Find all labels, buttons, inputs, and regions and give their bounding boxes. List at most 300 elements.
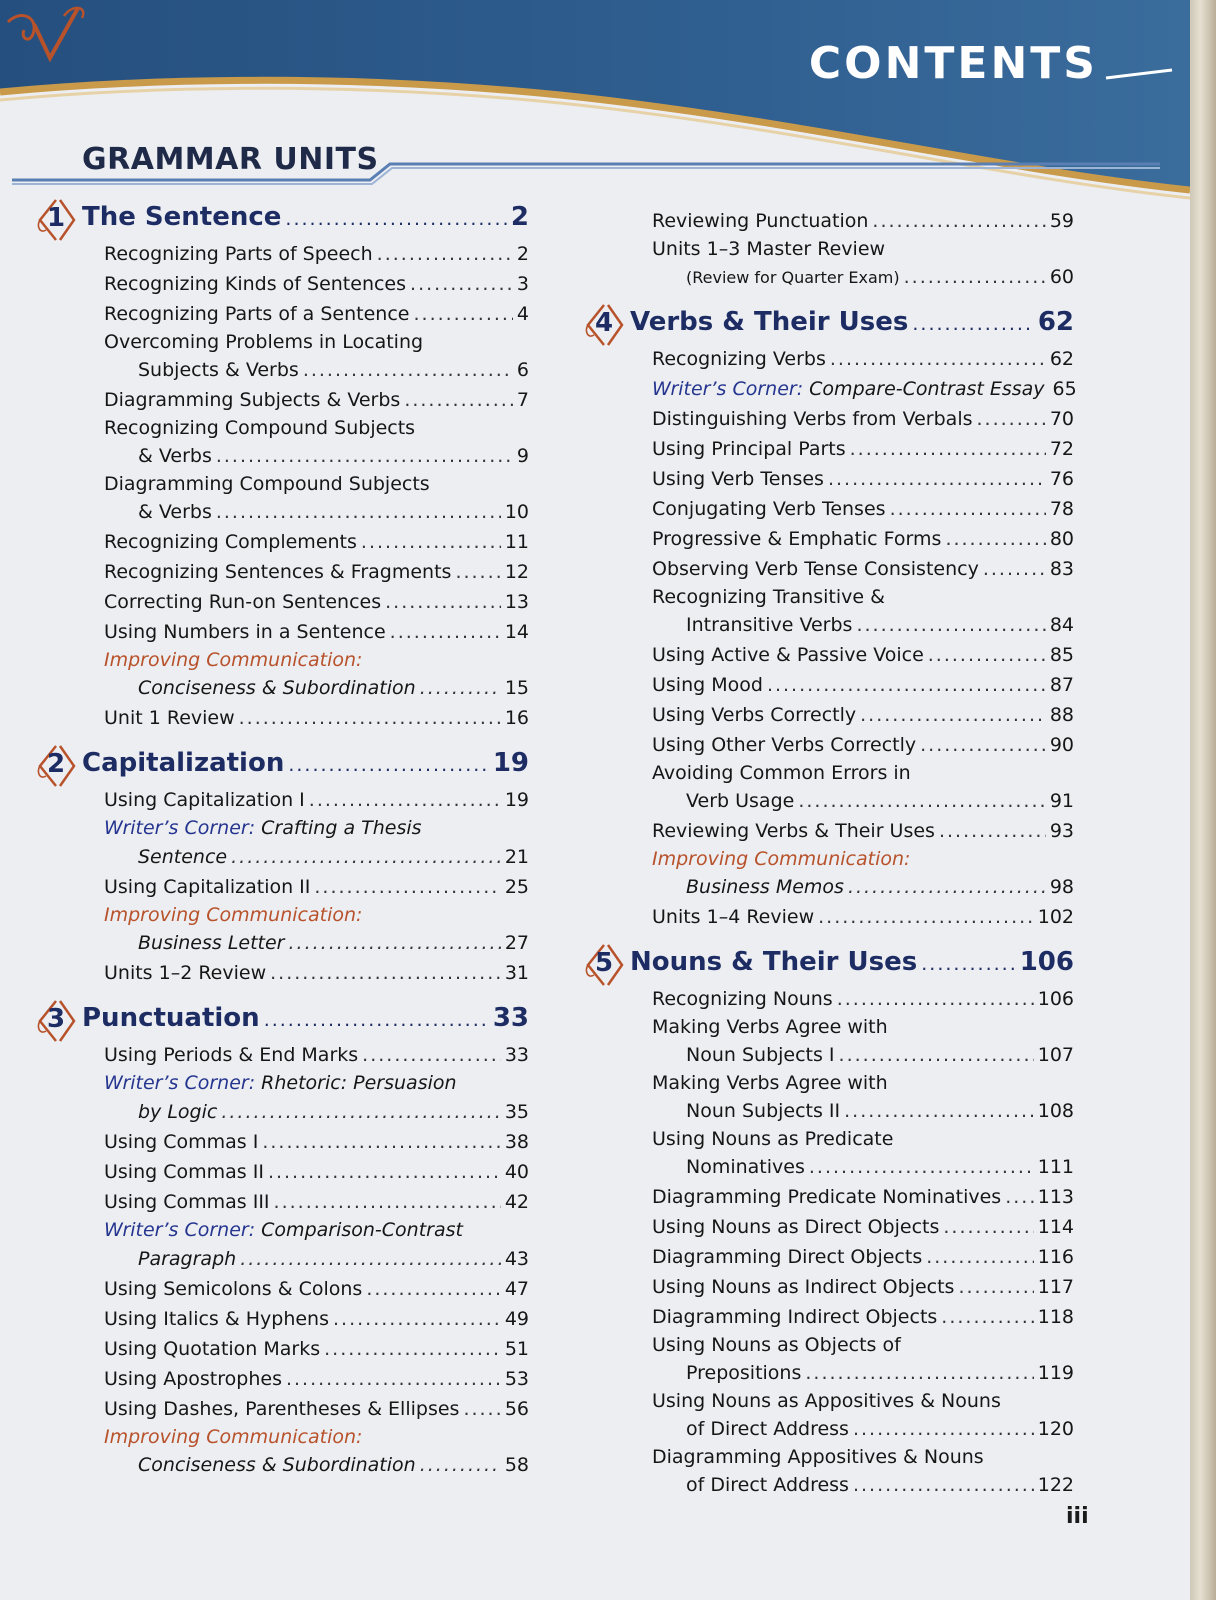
- writers-corner-label: Writer’s Corner:: [104, 1072, 256, 1094]
- entry-page: 83: [1049, 558, 1074, 580]
- entry-page: 88: [1049, 704, 1074, 726]
- entry-page: 85: [1049, 644, 1074, 666]
- entry-page: 90: [1049, 734, 1074, 756]
- entry-page: 6: [516, 359, 529, 381]
- entry-title: Diagramming Indirect Objects: [652, 1306, 938, 1328]
- entry-title: Diagramming Predicate Nominatives: [652, 1186, 1002, 1208]
- entry-page: 19: [504, 789, 529, 811]
- toc-entry[interactable]: [652, 468, 1074, 490]
- toc-entry[interactable]: [104, 1308, 529, 1330]
- entry-page: 40: [504, 1161, 529, 1183]
- toc-entry[interactable]: [104, 1161, 529, 1183]
- dot-leader: [262, 1131, 500, 1153]
- entry-title: Using Italics & Hyphens: [104, 1308, 329, 1330]
- entry-page: 116: [1037, 1246, 1074, 1268]
- toc-entry[interactable]: [652, 988, 1074, 1010]
- dot-leader: [286, 1368, 501, 1390]
- entry-title: Recognizing Kinds of Sentences: [104, 273, 407, 295]
- dot-leader: [221, 1101, 500, 1123]
- entry-page: 4: [516, 303, 529, 325]
- entry-page: 108: [1037, 1100, 1074, 1122]
- toc-entry[interactable]: [138, 501, 529, 523]
- grammar-swash-logo: [0, 0, 90, 70]
- entry-title: Using Commas II: [104, 1161, 264, 1183]
- dot-leader: [303, 359, 513, 381]
- dot-leader: [410, 273, 513, 295]
- entry-title: Units 1–4 Review: [652, 906, 815, 928]
- entry-page: 114: [1037, 1216, 1074, 1238]
- dot-leader: [890, 498, 1046, 520]
- entry-title: Crafting a Thesis: [255, 817, 422, 839]
- dot-leader: [413, 303, 512, 325]
- entry-title-cont: Paragraph: [138, 1248, 237, 1270]
- dot-leader: [239, 707, 501, 729]
- toc-entry[interactable]: [104, 789, 529, 811]
- dot-leader: [920, 734, 1046, 756]
- writers-corner-line: [104, 1221, 463, 1240]
- toc-entry[interactable]: [104, 876, 529, 898]
- entry-page: 72: [1049, 438, 1074, 460]
- unit-title-row[interactable]: [630, 307, 1074, 337]
- unit-title-row[interactable]: [82, 748, 529, 778]
- toc-entry[interactable]: [104, 531, 529, 553]
- entry-page: 42: [504, 1191, 529, 1213]
- dot-leader: [853, 1474, 1034, 1496]
- toc-entry[interactable]: [104, 1278, 529, 1300]
- entry-title-cont: Nominatives: [686, 1156, 805, 1178]
- toc-entry[interactable]: [104, 1131, 529, 1153]
- dot-leader: [404, 389, 513, 411]
- dot-leader: [839, 1044, 1034, 1066]
- entry-title: Using Numbers in a Sentence: [104, 621, 386, 643]
- dot-leader: [837, 988, 1034, 1010]
- entry-title: Using Nouns as Direct Objects: [652, 1216, 940, 1238]
- toc-entry[interactable]: [652, 1306, 1074, 1328]
- unit-page: 106: [1019, 947, 1074, 977]
- toc-entry[interactable]: [686, 1362, 1074, 1384]
- writers-corner-line: [104, 819, 422, 838]
- unit-number-badge: [34, 744, 78, 788]
- dot-leader: [767, 674, 1046, 696]
- entry-title: Units 1–3 Master Review: [652, 238, 886, 260]
- page-number: iii: [1066, 1504, 1089, 1529]
- entry-page: 70: [1049, 408, 1074, 430]
- entry-title-cont: of Direct Address: [686, 1418, 849, 1440]
- entry-title: Diagramming Compound Subjects: [104, 473, 430, 495]
- dot-leader: [983, 558, 1046, 580]
- entry-page: 65: [1052, 378, 1077, 400]
- toc-entry[interactable]: [652, 528, 1074, 550]
- entry-title-cont: Noun Subjects I: [686, 1044, 835, 1066]
- entry-page: 16: [504, 707, 529, 729]
- entry-page: 102: [1037, 906, 1074, 928]
- dot-leader: [463, 1398, 500, 1420]
- header-banner: [0, 0, 1190, 200]
- entry-title: Correcting Run-on Sentences: [104, 591, 382, 613]
- entry-page: 93: [1049, 820, 1074, 842]
- toc-entry[interactable]: [652, 1216, 1074, 1238]
- dot-leader: [366, 1278, 501, 1300]
- dot-leader: [231, 846, 501, 868]
- entry-page: 119: [1037, 1362, 1074, 1384]
- entry-page: 111: [1037, 1156, 1074, 1178]
- toc-entry[interactable]: [652, 408, 1074, 430]
- dot-leader: [288, 754, 488, 776]
- unit-title: Nouns & Their Uses: [630, 947, 918, 977]
- section-title: GRAMMAR UNITS: [82, 142, 379, 177]
- entry-title: Using Dashes, Parentheses & Ellipses: [104, 1398, 460, 1420]
- toc-entry[interactable]: [104, 1398, 529, 1420]
- entry-title: Diagramming Direct Objects: [652, 1246, 923, 1268]
- unit-page: 19: [492, 748, 529, 778]
- dot-leader: [850, 438, 1046, 460]
- toc-entry[interactable]: [104, 273, 529, 295]
- entry-page: 49: [504, 1308, 529, 1330]
- toc-entry[interactable]: [104, 962, 529, 984]
- unit-page: 2: [510, 202, 529, 232]
- entry-title-cont: Noun Subjects II: [686, 1100, 841, 1122]
- unit-title-row[interactable]: [630, 947, 1074, 977]
- toc-entry[interactable]: [686, 790, 1074, 812]
- toc-entry[interactable]: [652, 378, 1077, 400]
- entry-page: 98: [1049, 876, 1074, 898]
- entry-title: Recognizing Transitive &: [652, 586, 885, 608]
- entry-title: Compare-Contrast Essay: [803, 378, 1045, 400]
- entry-title: Reviewing Verbs & Their Uses: [652, 820, 935, 842]
- dot-leader: [945, 528, 1045, 550]
- toc-entry[interactable]: [652, 644, 1074, 666]
- toc-entry[interactable]: [138, 1248, 529, 1270]
- dot-leader: [268, 1161, 501, 1183]
- entry-page: 15: [504, 677, 529, 699]
- entry-page: 122: [1037, 1474, 1074, 1496]
- writers-corner-line: [104, 1074, 457, 1093]
- unit-page: 62: [1037, 307, 1074, 337]
- toc-entry[interactable]: [652, 1186, 1074, 1208]
- dot-leader: [216, 501, 501, 523]
- entry-title: Using Other Verbs Correctly: [652, 734, 917, 756]
- dot-leader: [828, 468, 1046, 490]
- entry-title: Recognizing Parts of a Sentence: [104, 303, 410, 325]
- toc-entry[interactable]: [104, 1338, 529, 1360]
- unit-title: Punctuation: [82, 1003, 260, 1033]
- dot-leader: [314, 876, 500, 898]
- toc-entry[interactable]: [652, 734, 1074, 756]
- toc-entry[interactable]: [686, 1156, 1074, 1178]
- dot-leader: [805, 1362, 1033, 1384]
- unit-title: Verbs & Their Uses: [630, 307, 909, 337]
- entry-page: 10: [504, 501, 529, 523]
- writers-corner-label: Writer’s Corner:: [104, 1219, 256, 1241]
- toc-entry[interactable]: [686, 1474, 1074, 1496]
- entry-title-cont: & Verbs: [138, 501, 212, 523]
- toc-entry[interactable]: [686, 266, 1074, 288]
- entry-page: 59: [1049, 210, 1074, 232]
- dot-leader: [309, 789, 501, 811]
- entry-page: 113: [1037, 1186, 1074, 1208]
- dot-leader: [420, 677, 501, 699]
- entry-title-cont: Prepositions: [686, 1362, 802, 1384]
- unit-number: 3: [46, 1004, 66, 1034]
- toc-entry[interactable]: [138, 1454, 529, 1476]
- entry-title: Recognizing Sentences & Fragments: [104, 561, 452, 583]
- page-edge: [1190, 0, 1216, 1600]
- toc-entry[interactable]: [686, 876, 1074, 898]
- toc-entry[interactable]: [686, 1044, 1074, 1066]
- entry-title: Observing Verb Tense Consistency: [652, 558, 979, 580]
- entry-page: 56: [504, 1398, 529, 1420]
- dot-leader: [860, 704, 1046, 726]
- dot-leader: [324, 1338, 501, 1360]
- entry-title: Using Mood: [652, 674, 763, 696]
- toc-entry[interactable]: [652, 906, 1074, 928]
- unit-title-row[interactable]: [82, 1003, 529, 1033]
- entry-page: 11: [504, 531, 529, 553]
- entry-title: Using Active & Passive Voice: [652, 644, 924, 666]
- toc-entry[interactable]: [138, 846, 529, 868]
- unit-number: 1: [46, 203, 66, 233]
- toc-entry[interactable]: [652, 820, 1074, 842]
- dot-leader: [939, 820, 1046, 842]
- toc-entry[interactable]: [652, 348, 1074, 370]
- dot-leader: [830, 348, 1046, 370]
- dot-leader: [798, 790, 1045, 812]
- writers-corner-label: Writer’s Corner:: [104, 817, 256, 839]
- toc-entry[interactable]: [104, 621, 529, 643]
- entry-title: Distinguishing Verbs from Verbals: [652, 408, 973, 430]
- toc-entry[interactable]: [686, 1418, 1074, 1440]
- entry-title-cont: Verb Usage: [686, 790, 795, 812]
- dot-leader: [926, 1246, 1034, 1268]
- entry-page: 120: [1037, 1418, 1074, 1440]
- dot-leader: [928, 644, 1046, 666]
- entry-page: 25: [504, 876, 529, 898]
- entry-title: Recognizing Complements: [104, 531, 357, 553]
- unit-number-badge: [582, 303, 626, 347]
- entry-title: Overcoming Problems in Locating: [104, 331, 424, 353]
- entry-title: Conciseness & Subordination: [138, 1454, 416, 1476]
- entry-page: 12: [504, 561, 529, 583]
- dot-leader: [1005, 1186, 1034, 1208]
- unit-number: 4: [594, 308, 614, 338]
- entry-title: Using Capitalization II: [104, 876, 311, 898]
- toc-entry[interactable]: [104, 243, 529, 265]
- improving-communication-label: Improving Communication:: [104, 1426, 363, 1448]
- dot-leader: [361, 531, 501, 553]
- entry-page: 2: [516, 243, 529, 265]
- entry-title-cont: & Verbs: [138, 445, 212, 467]
- toc-entry[interactable]: [104, 591, 529, 613]
- entry-title: Recognizing Verbs: [652, 348, 826, 370]
- writers-corner-label: Writer’s Corner:: [652, 378, 804, 400]
- entry-title: Using Verb Tenses: [652, 468, 824, 490]
- entry-page: 58: [504, 1454, 529, 1476]
- entry-title: Using Nouns as Objects of: [652, 1334, 901, 1356]
- toc-entry[interactable]: [652, 558, 1074, 580]
- toc-entry[interactable]: [104, 389, 529, 411]
- unit-number-badge: [34, 999, 78, 1043]
- dot-leader: [921, 953, 1015, 975]
- entry-page: 38: [504, 1131, 529, 1153]
- toc-entry[interactable]: [686, 614, 1074, 636]
- entry-page: 78: [1049, 498, 1074, 520]
- entry-page: 13: [504, 591, 529, 613]
- toc-entry[interactable]: [104, 561, 529, 583]
- dot-leader: [420, 1454, 501, 1476]
- entry-title: Rhetoric: Persuasion: [255, 1072, 457, 1094]
- entry-title: Using Semicolons & Colons: [104, 1278, 363, 1300]
- dot-leader: [977, 408, 1046, 430]
- toc-entry[interactable]: [138, 932, 529, 954]
- entry-title: Conjugating Verb Tenses: [652, 498, 886, 520]
- unit-number: 2: [46, 749, 66, 779]
- entry-title: Using Quotation Marks: [104, 1338, 321, 1360]
- toc-entry[interactable]: [686, 1100, 1074, 1122]
- dot-leader: [362, 1044, 501, 1066]
- entry-page: 117: [1037, 1276, 1074, 1298]
- entry-page: 51: [504, 1338, 529, 1360]
- entry-title-cont: of Direct Address: [686, 1474, 849, 1496]
- entry-page: 62: [1049, 348, 1074, 370]
- entry-title: Comparison-Contrast: [255, 1219, 463, 1241]
- dot-leader: [385, 591, 501, 613]
- entry-page: 43: [504, 1248, 529, 1270]
- entry-title: Recognizing Parts of Speech: [104, 243, 373, 265]
- writers-corner-line: [652, 378, 1045, 400]
- entry-page: 80: [1049, 528, 1074, 550]
- toc-entry[interactable]: [652, 1246, 1074, 1268]
- entry-title: Using Commas III: [104, 1191, 270, 1213]
- dot-leader: [274, 1191, 501, 1213]
- dot-leader: [264, 1009, 489, 1031]
- entry-title: Diagramming Subjects & Verbs: [104, 389, 401, 411]
- toc-entry[interactable]: [652, 438, 1074, 460]
- unit-number-badge: [582, 943, 626, 987]
- dot-leader: [958, 1276, 1033, 1298]
- entry-title: Avoiding Common Errors in: [652, 762, 911, 784]
- entry-page: 91: [1049, 790, 1074, 812]
- dot-leader: [943, 1216, 1033, 1238]
- toc-entry[interactable]: [652, 498, 1074, 520]
- entry-title: Conciseness & Subordination: [138, 677, 416, 699]
- improving-communication-label: Improving Communication:: [104, 649, 363, 671]
- dot-leader: [809, 1156, 1034, 1178]
- dot-leader: [270, 962, 501, 984]
- entry-title: Using Nouns as Predicate: [652, 1128, 894, 1150]
- entry-title: Using Apostrophes: [104, 1368, 282, 1390]
- entry-title: Business Letter: [138, 932, 285, 954]
- toc-entry[interactable]: [104, 707, 529, 729]
- dot-leader: [941, 1306, 1033, 1328]
- dot-leader: [390, 621, 501, 643]
- entry-title: Using Nouns as Appositives & Nouns: [652, 1390, 1001, 1412]
- entry-title: Using Principal Parts: [652, 438, 846, 460]
- toc-entry[interactable]: [104, 303, 529, 325]
- unit-page: 33: [492, 1003, 529, 1033]
- dot-leader: [844, 1100, 1034, 1122]
- dot-leader: [856, 614, 1045, 636]
- entry-title: Reviewing Punctuation: [652, 210, 869, 232]
- toc-entry[interactable]: [652, 704, 1074, 726]
- entry-title: Recognizing Compound Subjects: [104, 417, 416, 439]
- unit-title-row[interactable]: [82, 202, 529, 232]
- dot-leader: [216, 445, 513, 467]
- entry-page: 84: [1049, 614, 1074, 636]
- toc-entry[interactable]: [652, 1276, 1074, 1298]
- entry-page: 31: [504, 962, 529, 984]
- dot-leader: [455, 561, 500, 583]
- entry-title: Making Verbs Agree with: [652, 1072, 888, 1094]
- entry-page: 76: [1049, 468, 1074, 490]
- toc-entry[interactable]: [104, 1368, 529, 1390]
- toc-entry[interactable]: [104, 1191, 529, 1213]
- dot-leader: [240, 1248, 501, 1270]
- toc-entry[interactable]: [138, 359, 529, 381]
- entry-title: Using Commas I: [104, 1131, 259, 1153]
- entry-title-cont: (Review for Quarter Exam): [686, 268, 900, 287]
- entry-page: 3: [516, 273, 529, 295]
- entry-title: Making Verbs Agree with: [652, 1016, 888, 1038]
- dot-leader: [285, 208, 506, 230]
- entry-page: 9: [516, 445, 529, 467]
- dot-leader: [333, 1308, 501, 1330]
- toc-entry[interactable]: [138, 677, 529, 699]
- entry-title-cont: Intransitive Verbs: [686, 614, 853, 636]
- entry-page: 107: [1037, 1044, 1074, 1066]
- dot-leader: [904, 266, 1046, 288]
- contents-title: CONTENTS: [808, 38, 1098, 89]
- entry-title-cont: Sentence: [138, 846, 228, 868]
- toc-entry[interactable]: [652, 210, 1074, 232]
- dot-leader: [818, 906, 1034, 928]
- unit-number: 5: [594, 948, 614, 978]
- entry-title-cont: Subjects & Verbs: [138, 359, 299, 381]
- entry-title: Unit 1 Review: [104, 707, 235, 729]
- improving-communication-label: Improving Communication:: [652, 848, 911, 870]
- entry-page: 14: [504, 621, 529, 643]
- entry-title: Business Memos: [686, 876, 844, 898]
- entry-page: 35: [504, 1101, 529, 1123]
- dot-leader: [848, 876, 1046, 898]
- toc-entry[interactable]: [104, 1044, 529, 1066]
- entry-page: 47: [504, 1278, 529, 1300]
- improving-communication-label: Improving Communication:: [104, 904, 363, 926]
- entry-title: Progressive & Emphatic Forms: [652, 528, 942, 550]
- entry-page: 60: [1049, 266, 1074, 288]
- entry-title: Using Nouns as Indirect Objects: [652, 1276, 955, 1298]
- entry-page: 53: [504, 1368, 529, 1390]
- entry-page: 7: [516, 389, 529, 411]
- entry-page: 118: [1037, 1306, 1074, 1328]
- dot-leader: [377, 243, 513, 265]
- dot-leader: [853, 1418, 1034, 1440]
- entry-title: Using Periods & End Marks: [104, 1044, 359, 1066]
- dot-leader: [872, 210, 1045, 232]
- entry-title: Using Capitalization I: [104, 789, 305, 811]
- entry-title-cont: by Logic: [138, 1101, 218, 1123]
- entry-page: 33: [504, 1044, 529, 1066]
- toc-entry[interactable]: [652, 674, 1074, 696]
- entry-title: Using Verbs Correctly: [652, 704, 857, 726]
- entry-title: Units 1–2 Review: [104, 962, 267, 984]
- entry-title: Diagramming Appositives & Nouns: [652, 1446, 984, 1468]
- unit-title: Capitalization: [82, 748, 285, 778]
- entry-page: 106: [1037, 988, 1074, 1010]
- dot-leader: [912, 313, 1033, 335]
- toc-entry[interactable]: [138, 1101, 529, 1123]
- toc-entry[interactable]: [138, 445, 529, 467]
- unit-number-badge: [34, 198, 78, 242]
